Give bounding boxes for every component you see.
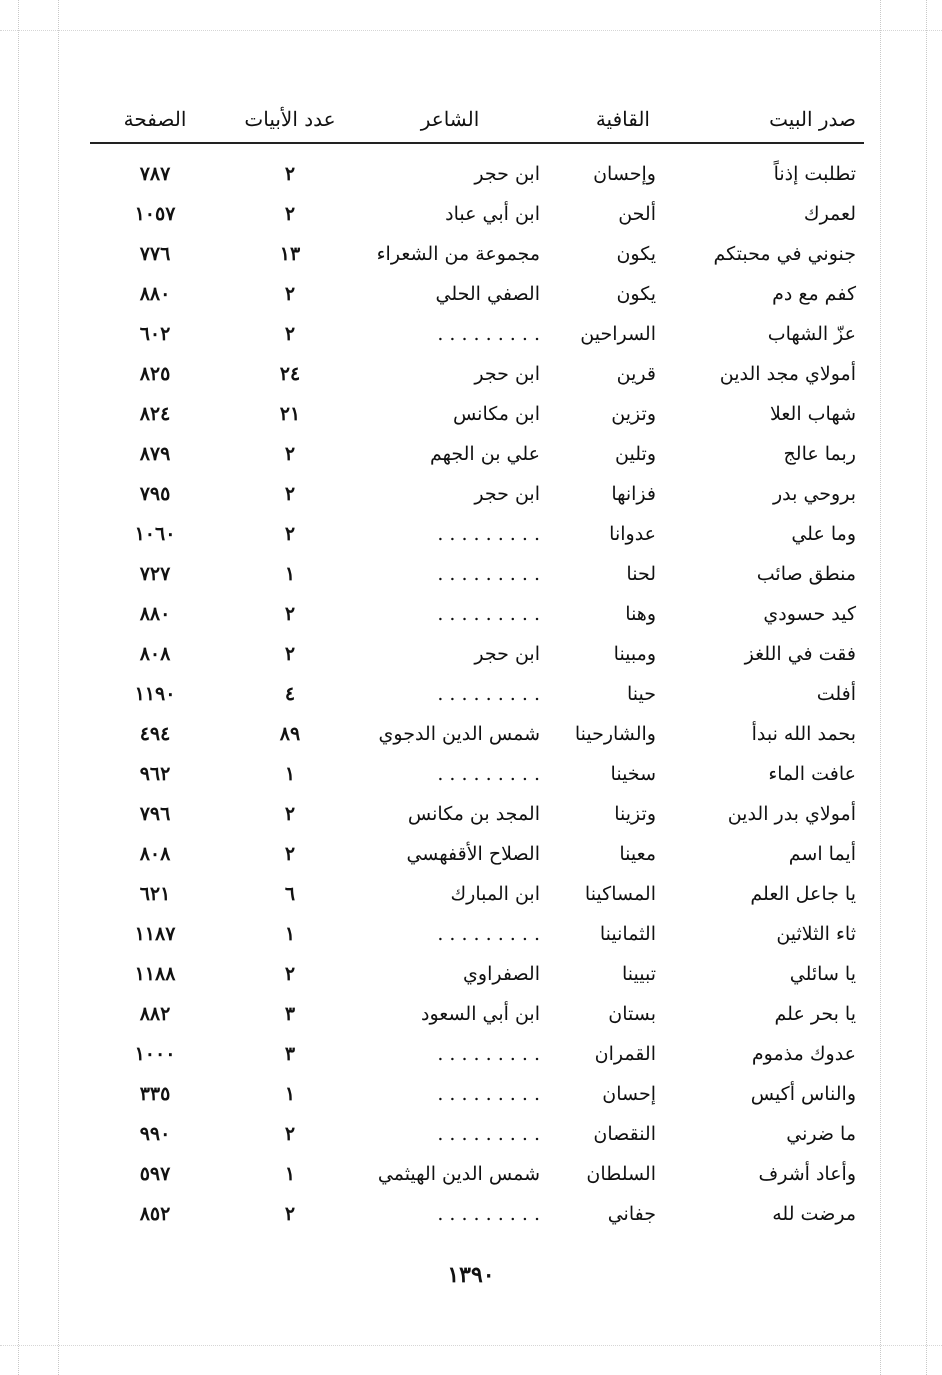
page-cell: ١٠٦٠ (134, 523, 176, 545)
verse-cell: جنوني في محبتكم (713, 243, 856, 265)
page-cell: ٦٢١ (139, 883, 171, 905)
page-cell: ٨٧٩ (139, 443, 171, 465)
verse-cell: بروحي بدر (772, 483, 856, 505)
page-cell: ٧٢٧ (139, 563, 171, 585)
rhyme-cell: جفاني (607, 1203, 656, 1225)
table-row (90, 594, 864, 634)
verse-cell: أفلت (816, 683, 856, 705)
rhyme-cell: إحسان (602, 1083, 656, 1105)
page-cell: ٨٠٨ (139, 843, 171, 865)
poet-cell: . . . . . . . . . (437, 1123, 540, 1145)
header-count: عدد الأبيات (220, 96, 360, 143)
poet-cell: علي بن الجهم (429, 443, 540, 465)
table-header-row (90, 96, 864, 143)
count-cell: ٢ (284, 843, 296, 865)
page-cell: ١١٨٨ (134, 963, 176, 985)
poet-cell: . . . . . . . . . (437, 763, 540, 785)
count-cell: ٢ (284, 163, 296, 185)
poet-cell: ابن حجر (474, 363, 540, 385)
verse-cell: كيد حسودي (763, 603, 856, 625)
page-cell: ٨٠٨ (139, 643, 171, 665)
verse-cell: كفم مع دم (772, 283, 856, 305)
table-row (90, 914, 864, 954)
count-cell: ٢ (284, 443, 296, 465)
count-cell: ٢ (284, 1203, 296, 1225)
verse-cell: لعمرك (803, 203, 856, 225)
table-row (90, 834, 864, 874)
table-row (90, 1154, 864, 1194)
verse-cell: ما ضرني (786, 1123, 856, 1145)
verse-cell: والناس أكيس (750, 1083, 856, 1105)
count-cell: ١ (284, 763, 296, 785)
poet-cell: الصفراوي (463, 963, 540, 985)
verse-cell: ثاء الثلاثين (776, 923, 856, 945)
table-row (90, 514, 864, 554)
verse-cell: عدوك مذموم (751, 1043, 856, 1065)
rhyme-cell: يكون (616, 283, 656, 305)
rhyme-cell: القمران (594, 1043, 656, 1065)
poet-cell: . . . . . . . . . (437, 563, 540, 585)
page-cell: ٨٥٢ (139, 1203, 171, 1225)
count-cell: ٢ (284, 643, 296, 665)
count-cell: ٢ (284, 603, 296, 625)
table-row (90, 394, 864, 434)
rhyme-cell: عدوانا (609, 523, 656, 545)
table-row (90, 954, 864, 994)
page-cell: ١٠٥٧ (134, 203, 176, 225)
page-cell: ١١٩٠ (134, 683, 176, 705)
table-row (90, 874, 864, 914)
poet-cell: ابن حجر (474, 163, 540, 185)
rhyme-cell: وتزين (611, 403, 656, 425)
verse-cell: عافت الماء (768, 763, 856, 785)
rhyme-cell: وإحسان (593, 163, 656, 185)
table-row (90, 1194, 864, 1234)
poet-cell: ابن حجر (474, 643, 540, 665)
scan-guide-line (58, 0, 59, 1375)
poet-cell: مجموعة من الشعراء (376, 243, 540, 265)
rhyme-cell: الثمانينا (599, 923, 656, 945)
verse-cell: يا جاعل العلم (750, 883, 856, 905)
page-cell: ٧٨٧ (139, 163, 171, 185)
count-cell: ٦ (284, 883, 296, 905)
rhyme-cell: وتلين (615, 443, 656, 465)
page-cell: ٨٨٠ (139, 603, 171, 625)
page-cell: ٩٦٢ (139, 763, 171, 785)
poet-cell: . . . . . . . . . (437, 1203, 540, 1225)
poet-cell: شمس الدين الهيثمي (377, 1163, 540, 1185)
verse-cell: وأعاد أشرف (758, 1163, 856, 1185)
page-cell: ٦٠٢ (139, 323, 171, 345)
page-cell: ٧٩٦ (139, 803, 171, 825)
table-row (90, 794, 864, 834)
table-row (90, 274, 864, 314)
table-row (90, 754, 864, 794)
rhyme-cell: حينا (626, 683, 656, 705)
poet-cell: ابن أبي عباد (445, 203, 540, 225)
count-cell: ٢ (284, 963, 296, 985)
header-rhyme: القافية (540, 96, 656, 143)
table-row (90, 674, 864, 714)
poet-cell: شمس الدين الدجوي (378, 723, 540, 745)
poet-cell: ابن حجر (474, 483, 540, 505)
table-row (90, 994, 864, 1034)
poet-cell: . . . . . . . . . (437, 1043, 540, 1065)
poet-cell: الصلاح الأقفهسي (406, 843, 540, 865)
count-cell: ٣ (284, 1043, 296, 1065)
table-row (90, 474, 864, 514)
header-verse: صدر البيت (656, 96, 864, 143)
rhyme-cell: والشارحينا (574, 723, 656, 745)
rhyme-cell: يكون (616, 243, 656, 265)
page-cell: ١١٨٧ (134, 923, 176, 945)
count-cell: ٤ (284, 683, 296, 705)
poet-cell: . . . . . . . . . (437, 603, 540, 625)
page-cell: ٧٩٥ (139, 483, 171, 505)
page-cell: ٨٨٠ (139, 283, 171, 305)
poet-cell: . . . . . . . . . (437, 1083, 540, 1105)
verse-cell: يا بحر علم (774, 1003, 856, 1025)
rhyme-cell: معينا (619, 843, 656, 865)
count-cell: ١ (284, 563, 296, 585)
page-number: ١٣٩٠ (447, 1262, 495, 1288)
count-cell: ٢ (284, 1123, 296, 1145)
verse-cell: فقت في اللغز (744, 643, 856, 665)
verse-cell: أيما اسم (788, 843, 856, 865)
count-cell: ١٣ (279, 243, 301, 265)
count-cell: ٢١ (279, 403, 301, 425)
table-row (90, 434, 864, 474)
count-cell: ٢ (284, 483, 296, 505)
poet-cell: . . . . . . . . . (437, 523, 540, 545)
table-row (90, 234, 864, 274)
poet-cell: . . . . . . . . . (437, 323, 540, 345)
poet-cell: المجد بن مكانس (407, 803, 540, 825)
table-row (90, 1034, 864, 1074)
poet-cell: . . . . . . . . . (437, 683, 540, 705)
table-body (90, 143, 864, 1234)
rhyme-cell: فزانها (611, 483, 656, 505)
table-row (90, 554, 864, 594)
rhyme-cell: تبيينا (621, 963, 656, 985)
count-cell: ٢ (284, 323, 296, 345)
count-cell: ٨٩ (279, 723, 301, 745)
verse-cell: وما علي (791, 523, 856, 545)
page-cell: ٨٢٤ (139, 403, 171, 425)
count-cell: ٢ (284, 283, 296, 305)
page-cell: ٧٧٦ (139, 243, 171, 265)
verse-cell: منطق صائب (756, 563, 856, 585)
poet-cell: ابن أبي السعود (421, 1003, 540, 1025)
poet-cell: ابن مكانس (452, 403, 540, 425)
scan-guide-line (880, 0, 881, 1375)
page-cell: ١٠٠٠ (134, 1043, 176, 1065)
table-row (90, 714, 864, 754)
rhyme-cell: ألحن (618, 203, 656, 225)
table-row (90, 143, 864, 194)
table-row (90, 314, 864, 354)
verse-cell: أمولاي بدر الدين (727, 803, 856, 825)
count-cell: ٢ (284, 203, 296, 225)
rhyme-cell: بستان (608, 1003, 656, 1025)
table-row (90, 1114, 864, 1154)
rhyme-cell: السلطان (586, 1163, 656, 1185)
verse-cell: يا سائلي (789, 963, 856, 985)
table-row (90, 194, 864, 234)
poet-cell: . . . . . . . . . (437, 923, 540, 945)
verse-cell: بحمد الله نبدأ (751, 723, 856, 745)
poet-cell: الصفي الحلي (435, 283, 540, 305)
scan-guide-line (926, 0, 927, 1375)
verse-cell: عزّ الشهاب (767, 323, 856, 345)
scan-guide-line (18, 0, 19, 1375)
rhyme-cell: النقصان (593, 1123, 656, 1145)
rhyme-cell: المساكينا (584, 883, 656, 905)
verse-cell: شهاب العلا (770, 403, 856, 425)
rhyme-cell: لحنا (626, 563, 656, 585)
verse-cell: مرضت لله (772, 1203, 856, 1225)
count-cell: ١ (284, 1083, 296, 1105)
page-cell: ٤٩٤ (139, 723, 171, 745)
rhyme-cell: السراحين (580, 323, 656, 345)
rhyme-cell: وتزينا (614, 803, 656, 825)
count-cell: ٢٤ (279, 363, 301, 385)
count-cell: ٢ (284, 523, 296, 545)
scan-guide-line (0, 30, 942, 31)
count-cell: ٣ (284, 1003, 296, 1025)
rhyme-cell: وهنا (625, 603, 656, 625)
poet-cell: ابن المبارك (450, 883, 540, 905)
table-row (90, 1074, 864, 1114)
verse-cell: أمولاي مجد الدين (719, 363, 856, 385)
page-cell: ٣٣٥ (139, 1083, 171, 1105)
verse-cell: ربما عالج (783, 443, 856, 465)
count-cell: ١ (284, 1163, 296, 1185)
rhyme-cell: ومبينا (613, 643, 656, 665)
page-cell: ٨٨٢ (139, 1003, 171, 1025)
page-cell: ٨٢٥ (139, 363, 171, 385)
header-page: الصفحة (90, 96, 220, 143)
rhyme-cell: قرين (616, 363, 656, 385)
header-poet: الشاعر (360, 96, 540, 143)
scan-guide-line (0, 1345, 942, 1346)
verse-index-table (90, 96, 864, 1234)
count-cell: ٢ (284, 803, 296, 825)
verse-cell: تطلبت إذناً (773, 163, 856, 185)
count-cell: ١ (284, 923, 296, 945)
page-cell: ٥٩٧ (139, 1163, 171, 1185)
table-row (90, 354, 864, 394)
rhyme-cell: سخينا (610, 763, 656, 785)
page-cell: ٩٩٠ (139, 1123, 171, 1145)
table-row (90, 634, 864, 674)
